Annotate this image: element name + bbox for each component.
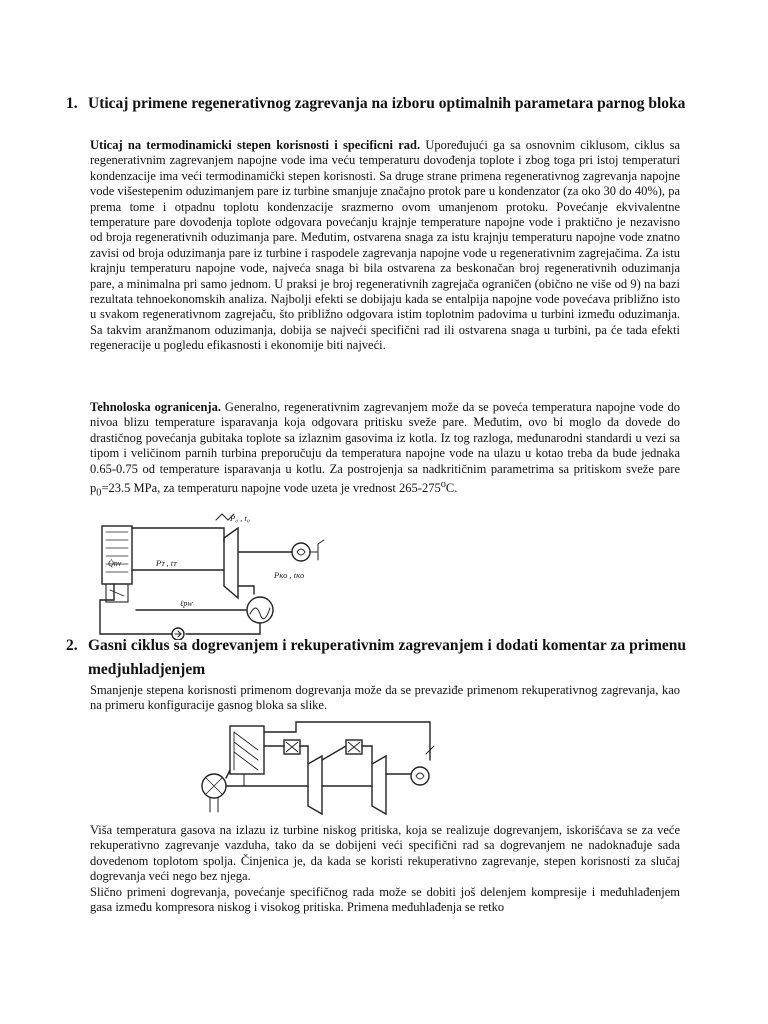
- gas-cycle-figure: [200, 720, 450, 816]
- regenerative-cycle-figure: [96, 510, 336, 640]
- generator-shape: [292, 543, 310, 561]
- paragraph-2-lead: Tehnoloska ogranicenja.: [90, 400, 221, 414]
- degree-superscript: o: [440, 479, 446, 491]
- paragraph-2-body-a: Generalno, regenerativnim zagrevanjem može da se poveća temperatura napojne vode do nivoa blizu temperature isparavanja koja odgovara pritisku sveže pare. Međutim, ovo bi moglo da dovede do drastičnog povećanja gubitaka toplote sa izlaznim gasovima iz kotla. Iz tog razloga, međunarodni standardi u vezi sa tipom i veličinom parnih turbina preporučuju da temperatura napojne vode na ulazu u kotao treba da bude jednaka 0.65-0.75 od temperature isparavanja u kotlu. Za postrojenja sa nadkritičnim parametrima sa pritiskom sveže pare p: [90, 400, 680, 496]
- label-qnv: Q̇nv: [108, 559, 122, 568]
- paragraph-2-body-b: =23.5 MPa, za temperaturu napojne vode uzeta je vrednost 265-275: [101, 481, 441, 496]
- section-2-paragraph-3: Slično primeni dogrevanja, povećanje specifičnog rada može se dobiti još delenjem kompresije i međuhlađenjem gasa između kompresora niskog i visokog pritiska. Primena međuhlađenja se retko: [90, 885, 680, 915]
- paragraph-1-lead: Uticaj na termodinamicki stepen korisnosti i specificni rad.: [90, 138, 421, 152]
- label-pko-tko: Pᴋo , tᴋo: [274, 570, 305, 580]
- section-1-heading: [66, 92, 686, 116]
- boiler-shape: [102, 526, 132, 584]
- lp-turbine-shape: [372, 756, 386, 814]
- section-2-paragraph-2: Viša temperatura gasova na izlazu iz turbine niskog pritiska, koja se realizuje dogrevanjem, iskorišćava se za veće rekuperativno zagrevanje vazduha, tako da se dobijeni veći specifični rad sa dogrevanjem ne nadoknađuje sada dovedenom toplotom spolja. Činjenica je, da kada se koristi rekuperativno zagrevanje, stepen korisnosti za slučaj dogrevanja veći nego bez njega.: [90, 823, 680, 884]
- paragraph-1-body: Upoređujući ga sa osnovnim ciklusom, ciklus sa regenerativnim zagrevanjem napojne vode ima veću temperaturu dovođenja toplote i zbog toga pri istoj temperaturi kondenzacije ima veći termodinamički stepen korisnosti. Sa druge strane primena regenerativnog zagrevanja napojne vode višestepenim oduzimanjem pare iz turbine smanjuje značajno protok pare u kondenzator (za oko 30 do 40%), pa prema tome i otpadnu toplotu kondenzacije srazmerno ovom umanjenom protoku. Povećanje ekvivalentne temperature pare dovođenja toplote odgovara povećanju krajnje temperature napojne vode i praktično je nezavisno od broja regenerativnih oduzimanja pare. Međutim, ostvarena snaga za istu krajnju temperaturu napojne vode znatno zavisi od broja oduzimanja pare iz turbine i raspodele zagrevanja napojne vode u regenerativnim zagrejačima. Za istu krajnju temperaturu napojne vode, najveća snaga bi bila ostvarena za beskonačan broj regenerativnih oduzimanja pare, a minimalna pri samo jednom. U praksi je broj regenerativnih zagrejača ograničen (obično ne više od 9) na bazi rezultata tehnoekonomskih analiza. Najbolji efekti se dobijaju kada se entalpija napojne vode povećava približno isto u svakom regenerativnom zagrejaču, što približno odgovara istim toplotnim padovima u turbini između oduzimanja. Sa takvim aranžmanom oduzimanja, dobija se najveći specifični rad ili ostvarena snaga u turbini, pa će tada efekti regeneracije u pogledu efikasnosti i ekonomije biti najveći.: [90, 138, 680, 353]
- section-1-title: Uticaj primene regenerativnog zagrevanja na izboru optimalnih parametara parnog bloka: [88, 95, 686, 112]
- paragraph-2-body-c: C.: [445, 481, 458, 496]
- section-2-number: 2.: [66, 637, 78, 654]
- section-1-paragraph-2: [90, 400, 680, 501]
- section-2-paragraph-1: Smanjenje stepena korisnosti primenom dogrevanja može da se prevaziđe primenom rekuperativnog zagrevanja, kao na primeru konfiguracije gasnog bloka sa slike.: [90, 683, 680, 713]
- section-1-paragraph-1: [90, 138, 680, 354]
- generator-2-shape: [411, 767, 429, 785]
- section-2-title: Gasni ciklus sa dogrevanjem i rekuperativnim zagrevanjem i dodati komentar za primenu medjuhladjenjem: [88, 637, 686, 678]
- turbine-shape: [224, 528, 238, 598]
- label-lpw: ℓpw: [180, 599, 193, 608]
- pressure-subscript: 0: [96, 487, 102, 499]
- section-2-heading: [66, 634, 686, 682]
- hp-turbine-shape: [308, 756, 322, 814]
- label-p0-t0: P₀ , t₀: [230, 513, 250, 523]
- section-1-number: 1.: [66, 95, 78, 112]
- label-pt-tt: Pᴛ , tᴛ: [156, 558, 177, 568]
